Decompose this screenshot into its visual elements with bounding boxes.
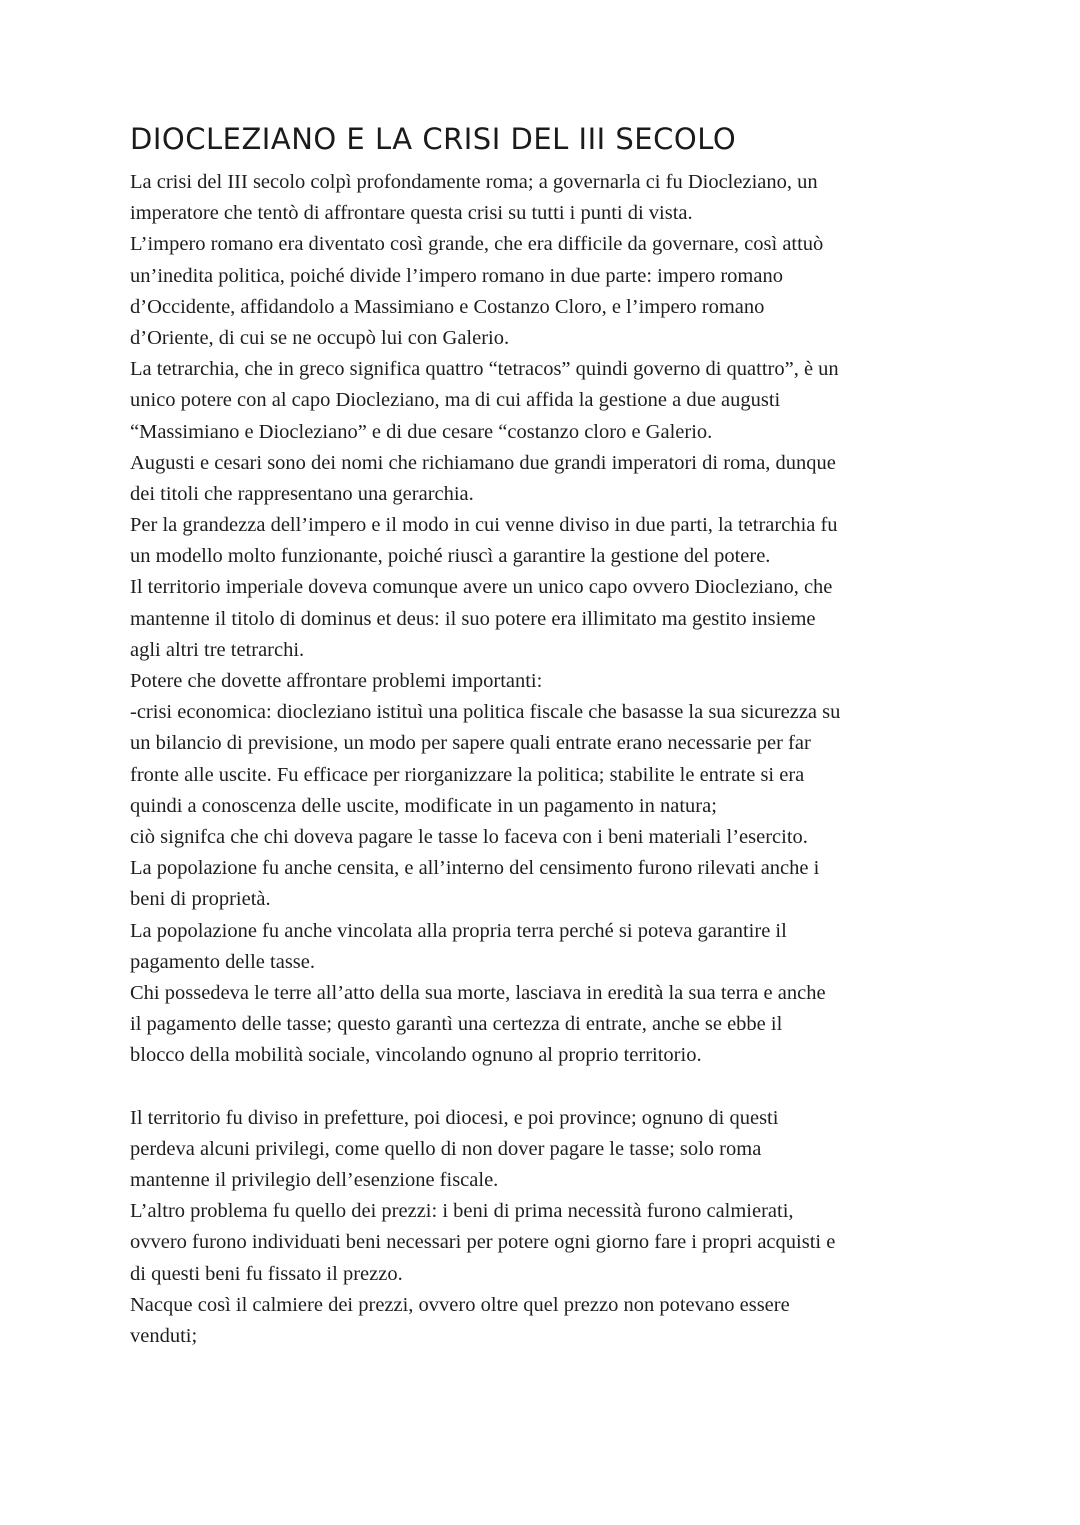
text-line: d’Oriente, di cui se ne occupò lui con Galerio. [130, 326, 510, 349]
text-line: un’inedita politica, poiché divide l’impero romano in due parte: impero romano [130, 264, 783, 287]
text-line: dei titoli che rappresentano una gerarchia. [130, 482, 474, 505]
text-line: La crisi del III secolo colpì profondamente roma; a governarla ci fu Diocleziano, un [130, 171, 818, 193]
text-line: beni di proprietà. [130, 888, 271, 911]
page-title: DIOCLEZIANO E LA CRISI DEL III SECOLO [130, 122, 737, 156]
text-line: Il territorio fu diviso in prefetture, poi diocesi, e poi province; ognuno di questi [130, 1106, 779, 1129]
text-line: venduti; [130, 1324, 198, 1347]
text-line: pagamento delle tasse. [130, 950, 316, 973]
text-line: mantenne il privilegio dell’esenzione fiscale. [130, 1169, 499, 1191]
text-line: Augusti e cesari sono dei nomi che richiamano due grandi imperatori di roma, dunque [130, 451, 836, 474]
text-line: La popolazione fu anche vincolata alla propria terra perché si poteva garantire il [130, 919, 787, 942]
paragraph-block-2 [130, 1103, 970, 1353]
text-line: La tetrarchia, che in greco significa quattro “tetracos” quindi governo di quattro”, è un [130, 358, 839, 381]
text-line: L’altro problema fu quello dei prezzi: i beni di prima necessità furono calmierati, [130, 1200, 794, 1223]
text-line: imperatore che tentò di affrontare questa crisi su tutti i punti di vista. [130, 202, 693, 225]
text-line: perdeva alcuni privilegi, come quello di non dover pagare le tasse; solo roma [130, 1137, 762, 1160]
text-line: mantenne il titolo di dominus et deus: il suo potere era illimitato ma gestito insieme [130, 607, 816, 630]
text-line: di questi beni fu fissato il prezzo. [130, 1262, 403, 1285]
text-line: “Massimiano e Diocleziano” e di due cesare “costanzo cloro e Galerio. [130, 420, 713, 443]
paragraph-spacer [130, 1071, 970, 1102]
text-line: il pagamento delle tasse; questo garantì una certezza di entrate, anche se ebbe il [130, 1013, 783, 1036]
text-line: un modello molto funzionante, poiché riuscì a garantire la gestione del potere. [130, 545, 771, 568]
text-line: agli altri tre tetrarchi. [130, 638, 305, 661]
text-line: fronte alle uscite. Fu efficace per riorganizzare la politica; stabilite le entrate si era [130, 763, 805, 786]
text-line: Potere che dovette affrontare problemi importanti: [130, 670, 543, 692]
text-line: Nacque così il calmiere dei prezzi, ovvero oltre quel prezzo non potevano essere [130, 1293, 790, 1316]
text-line: ciò signifca che chi doveva pagare le tasse lo faceva con i beni materiali l’esercito. [130, 825, 808, 848]
text-line: Per la grandezza dell’impero e il modo in cui venne diviso in due parti, la tetrarchia fu [130, 514, 838, 537]
text-line: Chi possedeva le terre all’atto della sua morte, lasciava in eredità la sua terra e anche [130, 981, 826, 1004]
paragraph-block-1 [130, 167, 970, 1071]
text-line: La popolazione fu anche censita, e all’interno del censimento furono rilevati anche i [130, 857, 820, 880]
text-line: Il territorio imperiale doveva comunque avere un unico capo ovvero Diocleziano, che [130, 576, 833, 599]
text-line: -crisi economica: diocleziano istituì una politica fiscale che basasse la sua sicurezza su [130, 701, 841, 724]
text-line: blocco della mobilità sociale, vincolando ognuno al proprio territorio. [130, 1044, 702, 1067]
body-text [130, 167, 970, 1352]
text-line: d’Occidente, affidandolo a Massimiano e Costanzo Cloro, e l’impero romano [130, 295, 765, 318]
text-line: unico potere con al capo Diocleziano, ma di cui affida la gestione a due augusti [130, 389, 781, 412]
text-line: quindi a conoscenza delle uscite, modificate in un pagamento in natura; [130, 794, 717, 817]
text-line: un bilancio di previsione, un modo per sapere quali entrate erano necessarie per far [130, 732, 811, 755]
text-line: L’impero romano era diventato così grande, che era difficile da governare, così attuò [130, 233, 824, 256]
text-line: ovvero furono individuati beni necessari per potere ogni giorno fare i propri acquisti e [130, 1231, 836, 1254]
